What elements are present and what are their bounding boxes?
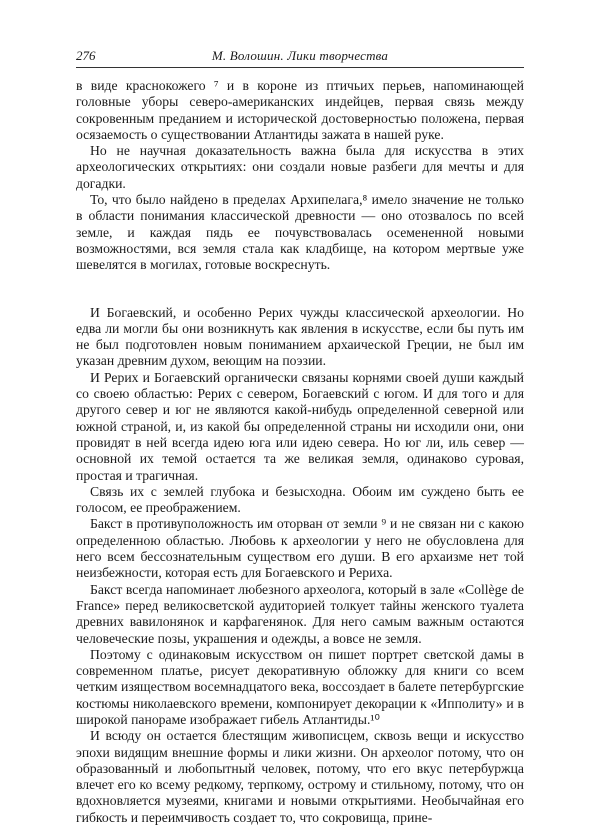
text-body	[76, 78, 524, 826]
running-header	[76, 47, 524, 68]
running-title: М. Волошин. Лики творчества	[211, 48, 389, 63]
paragraph: И всюду он остается блестящим живописцем, сквозь вещи и искусство эпохи видящим внешние формы и лики жизни. Он археолог потому, что он образованный и любопытный человек, потому, что его вкус петербуржца влечет его ко всему редкому, терпкому, острому и стильному, потому, что он вдохновляется музеями, книгами и новыми открытиями. Необычайная его гибкость и переимчивость создает то, что сокровища, прине-	[76, 728, 524, 825]
paragraph: Бакст в противуположность им оторван от земли ⁹ и не связан ни с какою определенною областью. Любовь к археологии у него не обусловлена для него всем бессознательным существом его души. В его архаизме нет той неизбежности, которая есть для Богаевского и Рериха.	[76, 516, 524, 581]
paragraph: И Рерих и Богаевский органически связаны корнями своей души каждый со своею областью: Рерих с севером, Богаевский с югом. И для того и для другого север и юг не являются какой-нибудь определенной северной или южной страной, и, из какой бы определенной страны ни исходили они, они провидят в ней всегда идею юга или идею севера. Но юг ли, иль север — основной их темой остается та же великая земля, одинаково суровая, простая и трагичная.	[76, 369, 524, 483]
paragraph: И Богаевский, и особенно Рерих чужды классической археологии. Но едва ли могли бы они возникнуть как явления в искусстве, если бы путь им не был подготовлен новым пониманием архаической Греции, не был им указан древним духом, веющим на поэзии.	[76, 304, 524, 369]
paragraph: Бакст всегда напоминает любезного археолога, который в зале «Collège de France» перед великосветской аудиторией толкует тайны женского туалета древних вавилонянок и карфагенянок. Для него самым важным остаются человеческие позы, украшения и одежды, а вовсе не земля.	[76, 581, 524, 646]
paragraph: Связь их с землей глубока и безысходна. Обоим им суждено быть ее голосом, ее преображением.	[76, 483, 524, 516]
paragraph: То, что было найдено в пределах Архипелага,⁸ имело значение не только в области понимания классической древности — оно отозвалось по всей земле, и каждая пядь ее почувствовалась осемененной новыми возможностями, вся земля стала как кладбище, на котором мертвые уже шевелятся в могилах, готовые воскреснуть.	[76, 192, 524, 273]
paragraph: Поэтому с одинаковым искусством он пишет портрет светской дамы в современном платье, рисует декоративную обложку для книги со всем четким изяществом восемнадцатого века, воссоздает в балете петербургские костюмы николаевского времени, компонирует декорации к «Ипполиту» и в широкой панораме изображает гибель Атлантиды.¹⁰	[76, 646, 524, 727]
page-number: 276	[76, 48, 96, 63]
section-break	[76, 274, 524, 305]
paragraph: в виде краснокожего ⁷ и в короне из птичьих перьев, напоминающей головные уборы северо-американских индейцев, первая связь между сокровенным преданием и исторической достоверностью положена, первая осязаемость о существовании Атлантиды зажата в нашей руке.	[76, 78, 524, 142]
paragraph: Но не научная доказательность важна была для искусства в этих археологических открытиях: они создали новые разбеги для мечты и для догадки.	[76, 143, 524, 191]
